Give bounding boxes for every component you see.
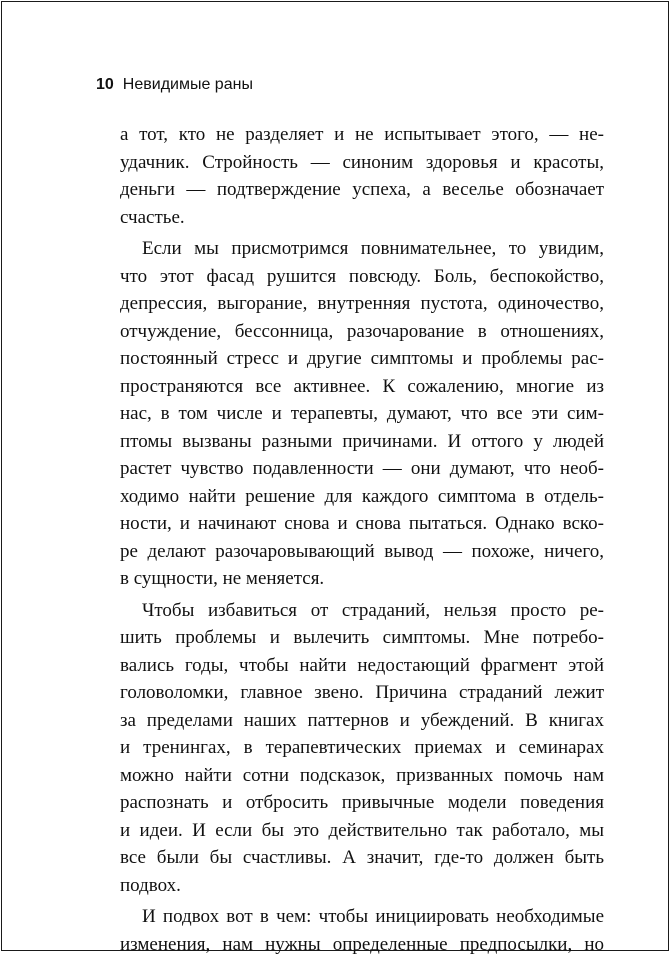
- text-line: Если мы присмотримся повнимательнее, то увидим,: [142, 238, 604, 259]
- text-line: удачник. Стройность — синоним здоровья и красоты,: [120, 151, 604, 173]
- text-line: можно найти сотни подсказок, призванных помочь нам: [120, 764, 604, 786]
- text-line: отчуждение, бессонница, разочарование в отношениях,: [120, 320, 604, 342]
- text-line: за пределами наших паттернов и убеждений. В книгах: [120, 709, 604, 731]
- body-text: [120, 121, 604, 962]
- text-line: деньги — подтверждение успеха, а веселье обозначает: [120, 179, 604, 200]
- page-number: 10: [96, 76, 114, 93]
- text-line: и идеи. И если бы это действительно так работало, мы: [120, 819, 604, 841]
- page: [1, 1, 669, 955]
- text-line: депрессия, выгорание, внутренняя пустота, одиночество,: [120, 293, 604, 314]
- text-line: ре делают разочаровывающий вывод — похоже, ничего,: [120, 540, 604, 562]
- text-line: постоянный стресс и другие симптомы и проблемы рас-: [120, 348, 604, 369]
- text-line: все были бы счастливы. А значит, где-то должен быть: [120, 847, 604, 868]
- paragraph: [120, 903, 604, 958]
- text-line: шить проблемы и вылечить симптомы. Мне потребо-: [120, 627, 604, 648]
- text-line: вались годы, чтобы найти недостающий фрагмент этой: [120, 654, 604, 676]
- text-line: Чтобы избавиться от страданий, нельзя просто ре-: [142, 599, 604, 621]
- paragraph: [120, 597, 604, 900]
- text-line: ности, и начинают снова и снова пытаться. Однако вско-: [120, 513, 604, 534]
- text-line: головоломки, главное звено. Причина страданий лежит: [120, 682, 604, 703]
- text-line: счастье.: [120, 206, 185, 228]
- text-line: нас, в том числе и терапевты, думают, что все эти сим-: [120, 403, 604, 424]
- text-line: пространяются все активнее. К сожалению, многие из: [120, 375, 604, 397]
- text-line: и тренингах, в терапевтических приемах и семинарах: [120, 737, 604, 758]
- text-line: И подвох вот в чем: чтобы инициировать необходимые: [142, 906, 604, 927]
- paragraph: [120, 235, 604, 593]
- text-line: подвох.: [120, 874, 181, 896]
- text-line: изменения, нам нужны определенные предпосылки, но: [120, 933, 604, 955]
- paragraph: [120, 121, 604, 231]
- text-line: ходимо найти решение для каждого симптома в отдель-: [120, 485, 604, 507]
- text-line: а тот, кто не разделяет и не испытывает этого, — не-: [120, 124, 604, 145]
- running-header: [96, 76, 253, 94]
- running-title: Невидимые раны: [122, 76, 253, 93]
- text-line: что этот фасад рушится повсюду. Боль, беспокойство,: [120, 265, 604, 287]
- text-line: в сущности, не меняется.: [120, 568, 325, 589]
- text-line: растет чувство подавленности — они думают, что необ-: [120, 458, 604, 479]
- text-line: распознать и отбросить привычные модели поведения: [120, 792, 604, 813]
- text-line: птомы вызваны разными причинами. И оттого у людей: [120, 430, 604, 452]
